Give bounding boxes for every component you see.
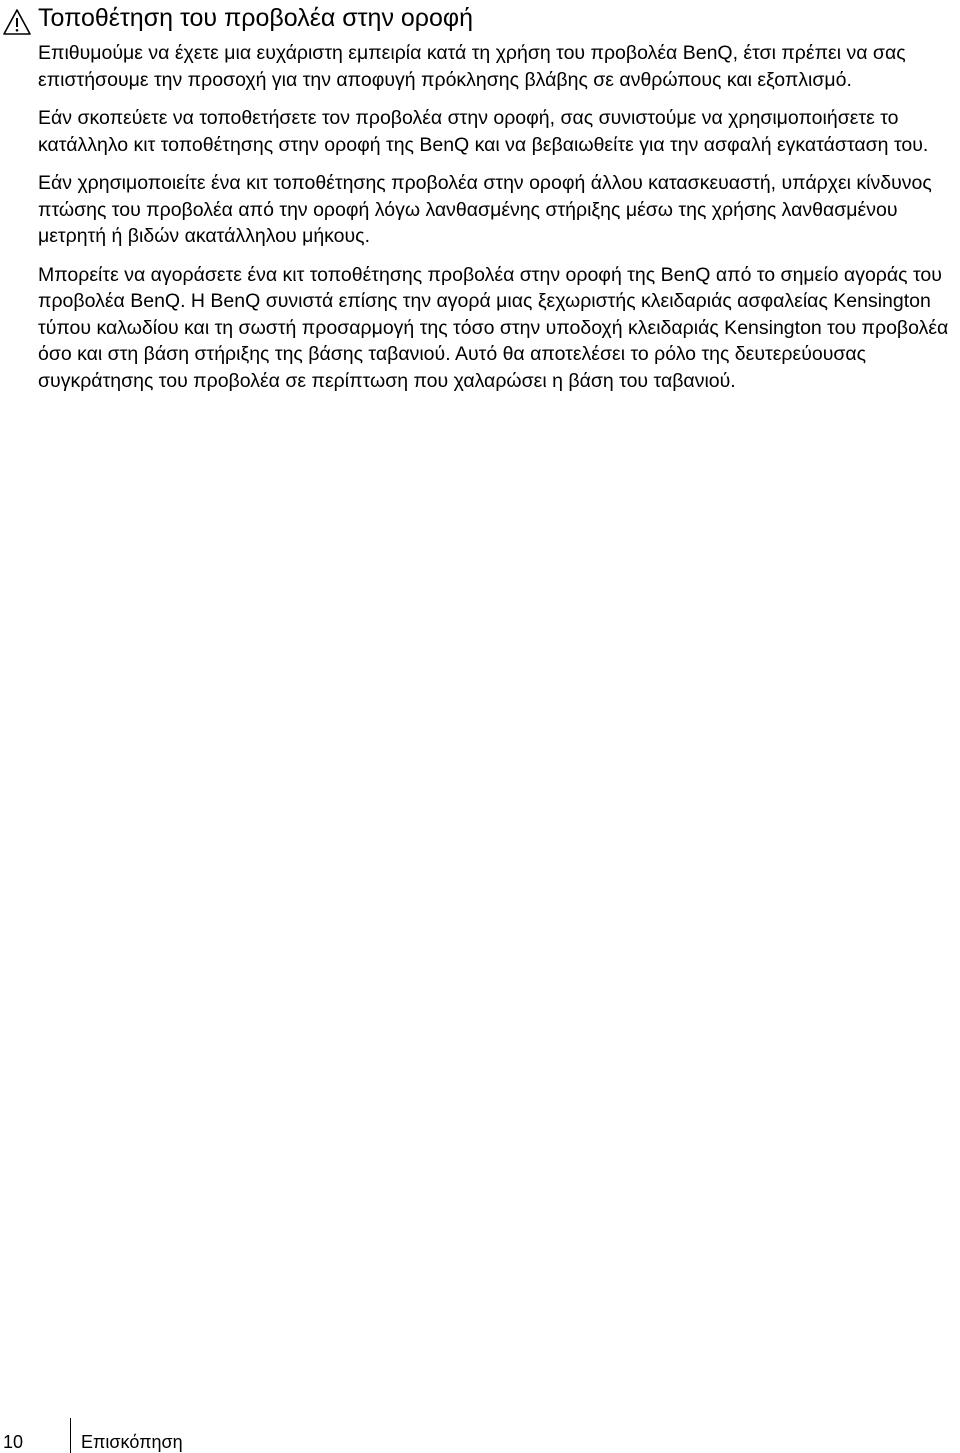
footer-section-name: Επισκόπηση bbox=[81, 1432, 183, 1452]
paragraph-third-party-kit: Εάν χρησιμοποιείτε ένα κιτ τοποθέτησης προβολέα στην οροφή άλλου κατασκευαστή, υπάρχει κίνδυνος πτώσης του προβολέα από την οροφή λόγω λανθασμένης στήριξης μέσω της χρήσης λανθασμένου μετρητή ή βιδών ακατάλληλου μήκους. bbox=[38, 172, 932, 247]
paragraph-intro: Επιθυμούμε να έχετε μια ευχάριστη εμπειρία κατά τη χρήση του προβολέα BenQ, έτσι πρέπει να σας επιστήσουμε την προσοχή για την αποφυγή πρόκλησης βλάβης σε ανθρώπους και εξοπλισμό. bbox=[38, 42, 906, 91]
page-number: 10 bbox=[3, 1432, 24, 1452]
page-title: Τοποθέτηση του προβολέα στην οροφή bbox=[38, 4, 474, 32]
page-footer bbox=[0, 1431, 960, 1453]
paragraph-purchase-kensington: Μπορείτε να αγοράσετε ένα κιτ τοποθέτησης προβολέα στην οροφή της BenQ από το σημείο αγοράς του προβολέα BenQ. Η BenQ συνιστά επίσης την αγορά μιας ξεχωριστής κλειδαριάς ασφαλείας Kensington τύπου καλωδίου και τη σωστή προσαρμογή της τόσο στην υποδοχή κλειδαριάς Kensington του προβολέα όσο και στη βάση στήριξης της βάσης ταβανιού. Αυτό θα αποτελέσει το ρόλο της δευτερεύουσας συγκράτησης του προβολέα σε περίπτωση που χαλαρώσει η βάση του ταβανιού. bbox=[38, 263, 949, 392]
paragraph-benq-kit: Εάν σκοπεύετε να τοποθετήσετε τον προβολέα στην οροφή, σας συνιστούμε να χρησιμοποιήσετε το κατάλληλο κιτ τοποθέτησης στην οροφή της BenQ και να βεβαιωθείτε για την ασφαλή εγκατάσταση του. bbox=[38, 107, 929, 156]
body-text bbox=[38, 40, 953, 406]
warning-icon bbox=[2, 8, 32, 36]
